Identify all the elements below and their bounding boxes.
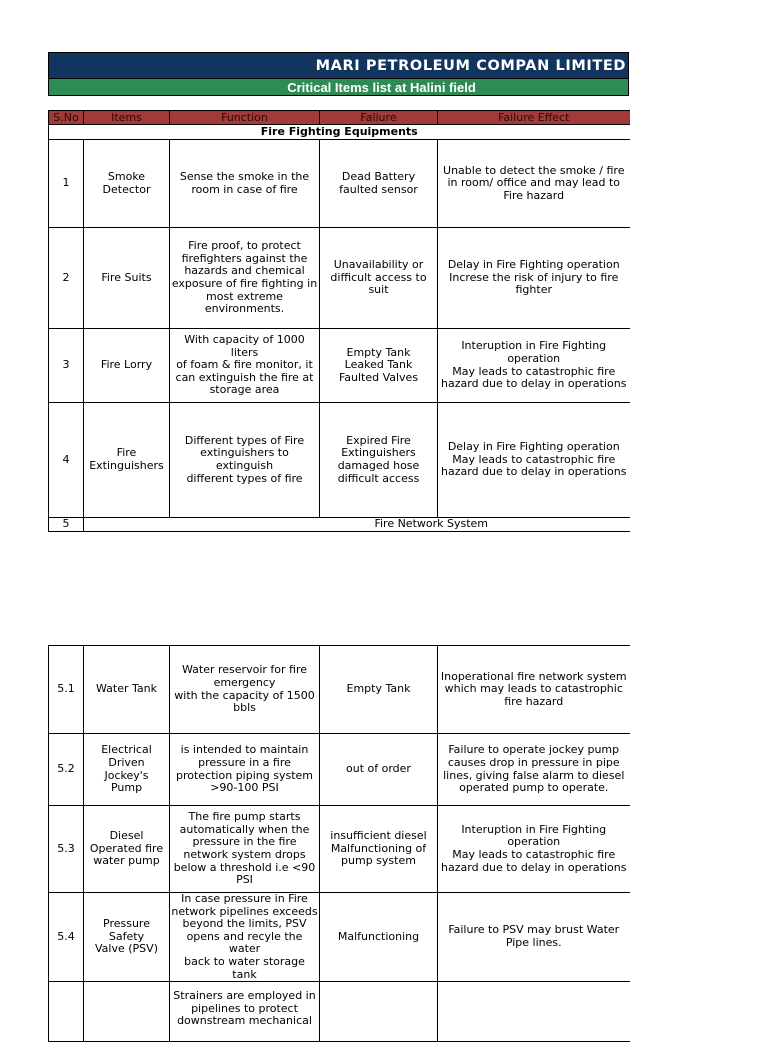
cell-sno: 5.4 — [49, 893, 84, 982]
section-row — [49, 125, 630, 140]
critical-items-table — [48, 110, 630, 532]
header-sno: S.No — [49, 111, 84, 125]
cell-item: Smoke Detector — [84, 140, 170, 228]
cell-sno: 1 — [49, 140, 84, 228]
header-row — [49, 111, 630, 125]
section-title: Fire Fighting Equipments — [49, 125, 630, 140]
header-failure: Faliure — [320, 111, 438, 125]
table-row — [49, 140, 630, 228]
cell-effect: Interuption in Fire Fighting operation May leads to catastrophic fire hazard due to delay in operations — [438, 806, 630, 893]
cell-function: Strainers are employed in pipelines to protect downstream mechanical — [170, 982, 320, 1042]
cell-sno: 2 — [49, 228, 84, 329]
cell-item: Fire Lorry — [84, 329, 170, 403]
cell-failure — [320, 982, 438, 1042]
cell-sno: 5.3 — [49, 806, 84, 893]
table-row — [49, 734, 630, 806]
cell-function: is intended to maintain pressure in a fire protection piping system >90-100 PSI — [170, 734, 320, 806]
cell-failure: insufficient diesel Malfunctioning of pump system — [320, 806, 438, 893]
table-row — [49, 646, 630, 734]
table-row — [49, 518, 630, 532]
cell-effect: Interuption in Fire Fighting operation May leads to catastrophic fire hazard due to delay in operations — [438, 329, 630, 403]
table-row — [49, 982, 630, 1042]
cell-item: Electrical Driven Jockey's Pump — [84, 734, 170, 806]
cell-function: Sense the smoke in the room in case of fire — [170, 140, 320, 228]
cell-sno: 5 — [49, 518, 84, 532]
header-effect: Failure Effect — [438, 111, 630, 125]
table-row — [49, 893, 630, 982]
cell-effect: Failure to operate jockey pump causes drop in pressure in pipe lines, giving false alarm to diesel operated pump to operate. — [438, 734, 630, 806]
table-row — [49, 403, 630, 518]
cell-failure: Dead Battery faulted sensor — [320, 140, 438, 228]
sheet-subtitle: Critical Items list at Halini field — [48, 78, 629, 96]
cell-effect — [438, 982, 630, 1042]
cell-group-label: Fire Network System — [84, 518, 630, 532]
table-row — [49, 329, 630, 403]
cell-function: Water reservoir for fire emergency with the capacity of 1500 bbls — [170, 646, 320, 734]
company-title: MARI PETROLEUM COMPAN LIMITED — [48, 52, 629, 78]
cell-effect: Delay in Fire Fighting operation May leads to catastrophic fire hazard due to delay in operations — [438, 403, 630, 518]
cell-sno — [49, 982, 84, 1042]
cell-failure: Unavailability or difficult access to suit — [320, 228, 438, 329]
cell-function: With capacity of 1000 liters of foam & fire monitor, it can extinguish the fire at storage area — [170, 329, 320, 403]
cell-item: Pressure Safety Valve (PSV) — [84, 893, 170, 982]
table-row — [49, 806, 630, 893]
cell-failure: out of order — [320, 734, 438, 806]
cell-sno: 3 — [49, 329, 84, 403]
header-items: Items — [84, 111, 170, 125]
cell-function: Fire proof, to protect firefighters against the hazards and chemical exposure of fire fighting in most extreme environments. — [170, 228, 320, 329]
fire-network-table — [48, 645, 630, 1042]
cell-item: Fire Suits — [84, 228, 170, 329]
cell-item — [84, 982, 170, 1042]
cell-item: Water Tank — [84, 646, 170, 734]
cell-failure: Empty Tank Leaked Tank Faulted Valves — [320, 329, 438, 403]
cell-effect: Failure to PSV may brust Water Pipe lines. — [438, 893, 630, 982]
cell-failure: Empty Tank — [320, 646, 438, 734]
cell-function: In case pressure in Fire network pipelines exceeds beyond the limits, PSV opens and recyle the water back to water storage tank — [171, 892, 318, 981]
cell-effect: Delay in Fire Fighting operation Increse the risk of injury to fire fighter — [438, 228, 630, 329]
cell-sno: 5.1 — [49, 646, 84, 734]
cell-function: The fire pump starts automatically when the pressure in the fire network system drops below a threshold i.e <90 PSI — [170, 806, 320, 893]
cell-sno: 5.2 — [49, 734, 84, 806]
cell-item: Diesel Operated fire water pump — [84, 806, 170, 893]
cell-item: Fire Extinguishers — [84, 403, 170, 518]
cell-failure: Malfunctioning — [320, 893, 438, 982]
cell-effect: Unable to detect the smoke / fire in room/ office and may lead to Fire hazard — [438, 140, 630, 228]
cell-function: Different types of Fire extinguishers to extinguish different types of fire — [170, 403, 320, 518]
cell-failure: Expired Fire Extinguishers damaged hose difficult access — [320, 403, 438, 518]
table-row — [49, 228, 630, 329]
cell-sno: 4 — [49, 403, 84, 518]
header-function: Function — [170, 111, 320, 125]
cell-effect: Inoperational fire network system which may leads to catastrophic fire hazard — [438, 646, 630, 734]
